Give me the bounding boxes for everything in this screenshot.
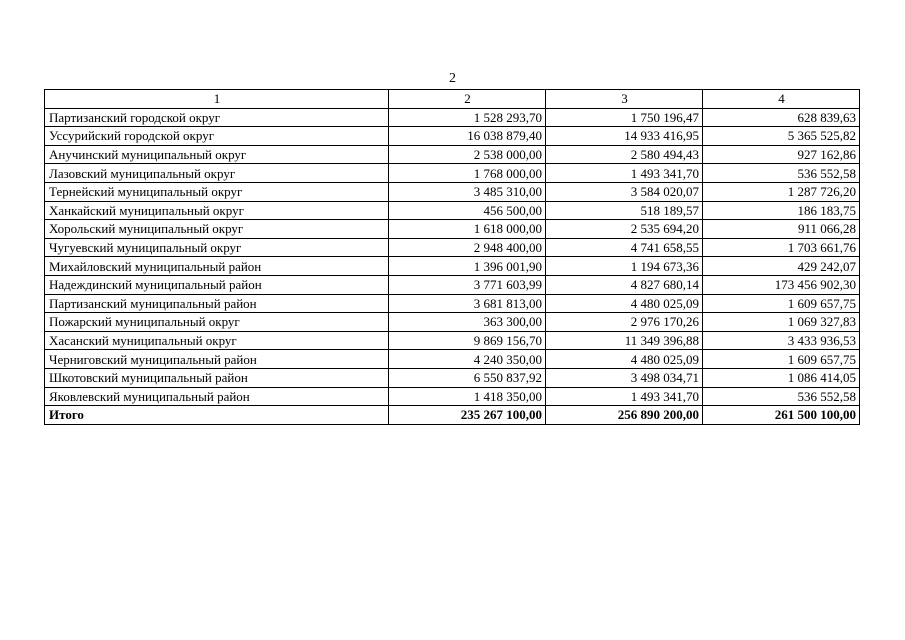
amount-cell-col3: 2 535 694,20 — [546, 220, 703, 239]
table-row — [45, 350, 860, 369]
amount-cell-col4: 1 609 657,75 — [703, 350, 860, 369]
amount-cell-col4: 173 456 902,30 — [703, 275, 860, 294]
amount-cell-col4: 927 162,86 — [703, 145, 860, 164]
municipality-name-cell: Хорольский муниципальный округ — [45, 220, 389, 239]
total-value-col2: 235 267 100,00 — [389, 406, 546, 425]
page-number: 2 — [449, 71, 456, 86]
table-row — [45, 387, 860, 406]
amount-cell-col4: 1 609 657,75 — [703, 294, 860, 313]
amount-cell-col2: 1 396 001,90 — [389, 257, 546, 276]
total-row — [45, 406, 860, 425]
table-row — [45, 331, 860, 350]
table-row — [45, 238, 860, 257]
column-header-4: 4 — [703, 90, 860, 109]
amount-cell-col2: 2 538 000,00 — [389, 145, 546, 164]
amount-cell-col2: 3 771 603,99 — [389, 275, 546, 294]
amount-cell-col4: 5 365 525,82 — [703, 127, 860, 146]
amount-cell-col4: 186 183,75 — [703, 201, 860, 220]
amount-cell-col3: 4 480 025,09 — [546, 294, 703, 313]
amount-cell-col4: 536 552,58 — [703, 387, 860, 406]
table-row — [45, 164, 860, 183]
municipality-name-cell: Партизанский городской округ — [45, 108, 389, 127]
table-row — [45, 257, 860, 276]
amount-cell-col4: 536 552,58 — [703, 164, 860, 183]
table-row — [45, 182, 860, 201]
table-row — [45, 220, 860, 239]
municipality-name-cell: Хасанский муниципальный округ — [45, 331, 389, 350]
amount-cell-col2: 3 681 813,00 — [389, 294, 546, 313]
amount-cell-col2: 3 485 310,00 — [389, 182, 546, 201]
amount-cell-col3: 4 827 680,14 — [546, 275, 703, 294]
municipality-name-cell: Пожарский муниципальный округ — [45, 313, 389, 332]
amount-cell-col3: 1 194 673,36 — [546, 257, 703, 276]
column-header-2: 2 — [389, 90, 546, 109]
amount-cell-col3: 4 480 025,09 — [546, 350, 703, 369]
municipality-name-cell: Уссурийский городской округ — [45, 127, 389, 146]
amount-cell-col3: 11 349 396,88 — [546, 331, 703, 350]
amount-cell-col3: 14 933 416,95 — [546, 127, 703, 146]
column-header-1: 1 — [45, 90, 389, 109]
table-row — [45, 294, 860, 313]
table-row — [45, 108, 860, 127]
municipality-name-cell: Михайловский муниципальный район — [45, 257, 389, 276]
municipality-name-cell: Лазовский муниципальный округ — [45, 164, 389, 183]
amount-cell-col2: 1 528 293,70 — [389, 108, 546, 127]
amount-cell-col2: 9 869 156,70 — [389, 331, 546, 350]
amount-cell-col4: 429 242,07 — [703, 257, 860, 276]
municipality-name-cell: Ханкайский муниципальный округ — [45, 201, 389, 220]
municipality-name-cell: Чугуевский муниципальный округ — [45, 238, 389, 257]
amount-cell-col3: 2 580 494,43 — [546, 145, 703, 164]
amount-cell-col2: 4 240 350,00 — [389, 350, 546, 369]
amount-cell-col2: 363 300,00 — [389, 313, 546, 332]
amount-cell-col3: 2 976 170,26 — [546, 313, 703, 332]
budget-distribution-table — [44, 89, 860, 425]
municipality-name-cell: Шкотовский муниципальный район — [45, 368, 389, 387]
amount-cell-col3: 4 741 658,55 — [546, 238, 703, 257]
amount-cell-col4: 1 703 661,76 — [703, 238, 860, 257]
amount-cell-col3: 1 750 196,47 — [546, 108, 703, 127]
municipality-name-cell: Яковлевский муниципальный район — [45, 387, 389, 406]
amount-cell-col3: 1 493 341,70 — [546, 387, 703, 406]
amount-cell-col4: 1 287 726,20 — [703, 182, 860, 201]
table-row — [45, 368, 860, 387]
column-header-3: 3 — [546, 90, 703, 109]
municipality-name-cell: Черниговский муниципальный район — [45, 350, 389, 369]
amount-cell-col3: 518 189,57 — [546, 201, 703, 220]
table-body — [45, 108, 860, 406]
amount-cell-col3: 3 498 034,71 — [546, 368, 703, 387]
total-value-col4: 261 500 100,00 — [703, 406, 860, 425]
municipality-name-cell: Надеждинский муниципальный район — [45, 275, 389, 294]
amount-cell-col4: 628 839,63 — [703, 108, 860, 127]
amount-cell-col3: 1 493 341,70 — [546, 164, 703, 183]
amount-cell-col4: 1 086 414,05 — [703, 368, 860, 387]
amount-cell-col4: 3 433 936,53 — [703, 331, 860, 350]
municipality-name-cell: Тернейский муниципальный округ — [45, 182, 389, 201]
amount-cell-col2: 6 550 837,92 — [389, 368, 546, 387]
amount-cell-col4: 1 069 327,83 — [703, 313, 860, 332]
amount-cell-col2: 1 418 350,00 — [389, 387, 546, 406]
municipality-name-cell: Анучинский муниципальный округ — [45, 145, 389, 164]
total-value-col3: 256 890 200,00 — [546, 406, 703, 425]
amount-cell-col4: 911 066,28 — [703, 220, 860, 239]
table-header-row — [45, 90, 860, 109]
amount-cell-col2: 2 948 400,00 — [389, 238, 546, 257]
municipality-name-cell: Партизанский муниципальный район — [45, 294, 389, 313]
table-row — [45, 145, 860, 164]
total-label: Итого — [45, 406, 389, 425]
amount-cell-col3: 3 584 020,07 — [546, 182, 703, 201]
table-row — [45, 127, 860, 146]
table-row — [45, 313, 860, 332]
amount-cell-col2: 456 500,00 — [389, 201, 546, 220]
amount-cell-col2: 1 768 000,00 — [389, 164, 546, 183]
amount-cell-col2: 16 038 879,40 — [389, 127, 546, 146]
table-row — [45, 201, 860, 220]
amount-cell-col2: 1 618 000,00 — [389, 220, 546, 239]
table-row — [45, 275, 860, 294]
